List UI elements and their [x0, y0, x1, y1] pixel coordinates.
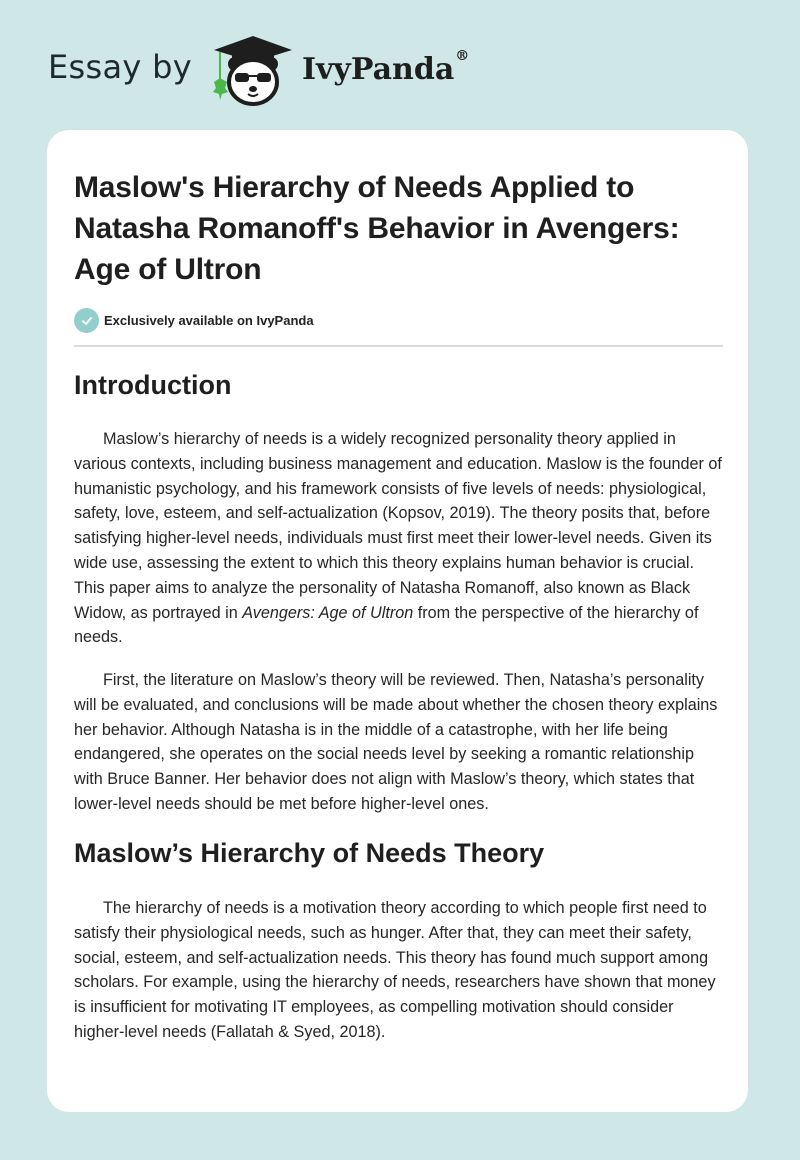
theory-paragraph-1: The hierarchy of needs is a motivation theory according to which people first need to satisfy their physiological needs, such as hunger. After that, they can meet their safety, social, esteem, and self-actualization needs. This theory has found much support among scholars. For example, using the hierarchy of needs, researchers have shown that money is insufficient for motivating IT employees, as compelling motivation should consider higher-level needs (Fallatah & Syed, 2018). [74, 899, 716, 1041]
title-divider [74, 345, 723, 347]
film-title: Avengers: Age of Ultron [242, 603, 414, 622]
intro-paragraph-2: First, the literature on Maslow’s theory will be reviewed. Then, Natasha’s personality will be evaluated, and conclusions will be made about whether the chosen theory explains her behavior. Although Natasha is in the middle of a catastrophe, with her life being endangered, she operates on the social needs level by seeking a romantic relationship with Bruce Banner. Her behavior does not align with Maslow’s theory, which states that lower-level needs should be met before higher-level ones. [74, 671, 718, 813]
essay-by-label: Essay by [48, 48, 192, 86]
panda-logo-icon[interactable] [210, 32, 296, 108]
essay-card [47, 130, 748, 1112]
exclusive-badge [74, 308, 314, 333]
site-header [48, 30, 469, 110]
section-heading-maslow-theory: Maslow’s Hierarchy of Needs Theory [74, 838, 545, 868]
section-heading-introduction: Introduction [74, 370, 232, 400]
check-circle-icon [74, 308, 99, 333]
exclusive-badge-label: Exclusively available on IvyPanda [104, 313, 314, 328]
intro-paragraph-1: Maslow’s hierarchy of needs is a widely recognized personality theory applied in various contexts, including business management and education. Maslow is the founder of humanistic psychology, and his framework consists of five levels of needs: physiological, safety, love, esteem, and self-actualization (Kopsov, 2019). The theory posits that, before satisfying higher-level needs, individuals must first meet their lower-level needs. Given its wide use, assessing the extent to which this theory explains human behavior is crucial. This paper aims to analyze the personality of Natasha Romanoff, also known as Black Widow, as portrayed in Avengers: Age of Ultron from the perspective of the hierarchy of needs. [74, 430, 722, 647]
brand-name[interactable]: IvyPanda® [301, 47, 470, 87]
essay-title: Maslow's Hierarchy of Needs Applied to Natasha Romanoff's Behavior in Avengers: Age of Ultron [74, 171, 680, 286]
